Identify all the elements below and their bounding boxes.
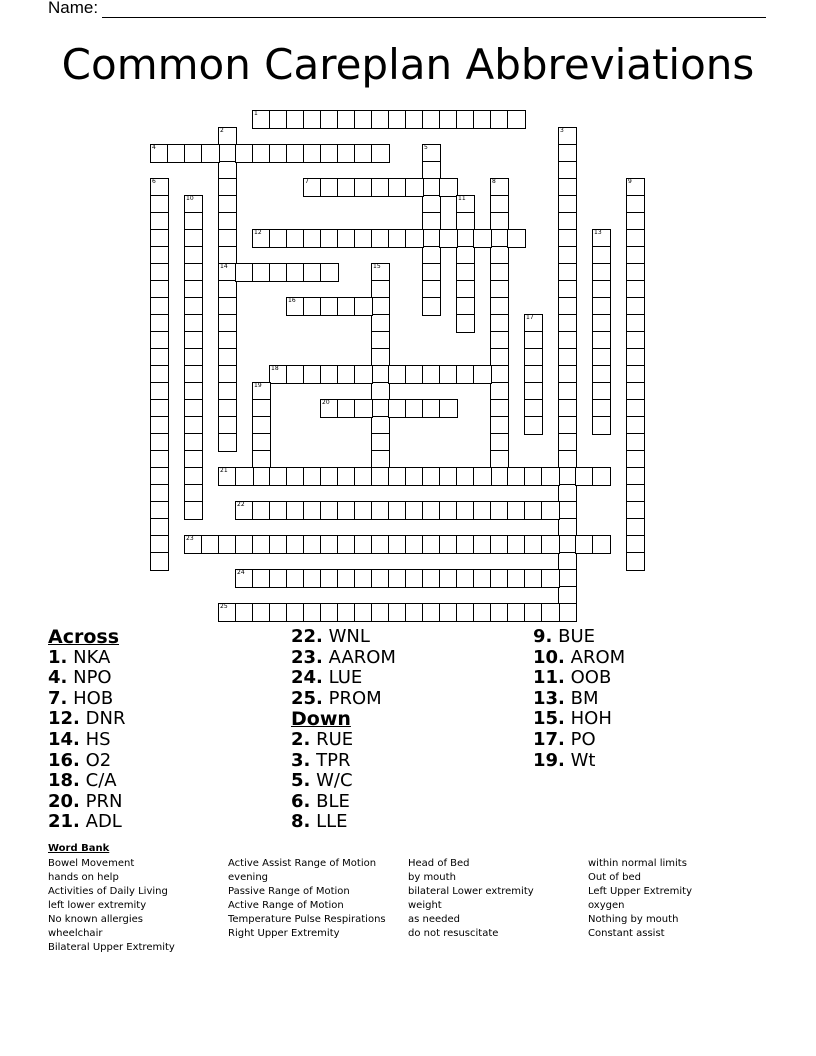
crossword-cell[interactable]: [541, 535, 560, 554]
clue-number-label: 18.: [48, 770, 80, 792]
clue-text: Wt: [570, 749, 596, 771]
clue-number: 7: [305, 178, 309, 185]
crossword-cell[interactable]: [354, 399, 373, 418]
word-bank-item: weight: [408, 900, 442, 911]
clue-number: 8: [492, 178, 496, 185]
word-bank-item: Temperature Pulse Respirations: [228, 914, 386, 925]
crossword-cell[interactable]: [541, 467, 560, 486]
clue-number-label: 12.: [48, 708, 80, 730]
word-bank-item: within normal limits: [588, 858, 687, 869]
clue-item: [48, 668, 125, 689]
word-bank-item: hands on help: [48, 872, 119, 883]
word-bank-item: left lower extremity: [48, 900, 147, 911]
clue-number-label: 7.: [48, 687, 68, 709]
clue-number-label: 13.: [533, 687, 565, 709]
clue-item: [533, 751, 625, 772]
clue-number: 19: [254, 382, 262, 389]
clue-number: 21: [220, 467, 228, 474]
crossword-cell[interactable]: [592, 535, 611, 554]
word-bank-column: [48, 857, 175, 955]
clue-number-label: 9.: [533, 626, 553, 647]
clue-text: BLE: [316, 790, 350, 812]
clue-text: WNL: [328, 626, 370, 647]
crossword-cell[interactable]: [473, 467, 492, 486]
clue-number: 23: [186, 535, 194, 542]
clue-item: [48, 792, 125, 813]
clue-text: PRN: [85, 790, 123, 812]
clue-number-label: 1.: [48, 646, 68, 668]
clue-item: [291, 689, 396, 710]
clue-number: 2: [220, 127, 224, 134]
clue-text: AAROM: [328, 646, 396, 668]
clue-number-label: 8.: [291, 811, 311, 833]
clue-item: [48, 709, 125, 730]
crossword-cell[interactable]: [235, 467, 254, 486]
clue-number-label: 5.: [291, 770, 311, 792]
word-bank-title: Word Bank: [48, 843, 110, 854]
clue-number-label: 23.: [291, 646, 323, 668]
word-bank-item: do not resuscitate: [408, 928, 499, 939]
clue-text: NPO: [73, 667, 112, 689]
clue-number-label: 3.: [291, 749, 311, 771]
crossword-cell[interactable]: [371, 144, 390, 163]
clue-number-label: 14.: [48, 728, 80, 750]
clue-number: 4: [152, 144, 156, 151]
word-bank-column: [588, 857, 692, 941]
word-bank-item: Nothing by mouth: [588, 914, 679, 925]
clue-text: PROM: [328, 687, 382, 709]
clue-item: [48, 730, 125, 751]
clue-number-label: 10.: [533, 646, 565, 668]
clue-item: [291, 812, 396, 833]
clue-item: [48, 751, 125, 772]
clue-item: [291, 751, 396, 772]
clue-item: [48, 812, 125, 833]
word-bank-item: Out of bed: [588, 872, 641, 883]
word-bank-item: Right Upper Extremity: [228, 928, 340, 939]
word-bank-item: as needed: [408, 914, 461, 925]
clue-item: [291, 627, 396, 648]
clue-number-label: 15.: [533, 708, 565, 730]
word-bank-item: Active Assist Range of Motion: [228, 858, 377, 869]
clue-item: [533, 648, 625, 669]
clue-item: [291, 771, 396, 792]
crossword-cell[interactable]: [626, 552, 645, 571]
clue-column-1: [48, 627, 125, 833]
clue-number-label: 19.: [533, 749, 565, 771]
crossword-cell[interactable]: [354, 297, 373, 316]
clue-text: NKA: [73, 646, 111, 668]
name-label: Name:: [48, 0, 99, 17]
clue-number-label: 16.: [48, 749, 80, 771]
clue-text: HS: [85, 728, 111, 750]
clue-item: [48, 689, 125, 710]
crossword-cell[interactable]: [320, 263, 339, 282]
across-heading: Across: [48, 626, 120, 648]
word-bank-item: bilateral Lower extremity: [408, 886, 534, 897]
clue-text: LLE: [316, 811, 348, 833]
clue-number-label: 6.: [291, 790, 311, 812]
clue-number-label: 21.: [48, 811, 80, 833]
clue-text: C/A: [85, 770, 117, 792]
crossword-cell[interactable]: [592, 416, 611, 435]
clue-item: [48, 771, 125, 792]
clue-text: W/C: [316, 770, 353, 792]
clue-number: 13: [594, 229, 602, 236]
crossword-cell[interactable]: [150, 552, 169, 571]
crossword-cell[interactable]: [558, 603, 577, 622]
word-bank-item: Bilateral Upper Extremity: [48, 942, 175, 953]
word-bank-item: wheelchair: [48, 928, 103, 939]
clue-number: 25: [220, 603, 228, 610]
clue-number: 24: [237, 569, 245, 576]
crossword-cell[interactable]: [405, 178, 424, 197]
clue-text: BM: [570, 687, 599, 709]
clue-column-3: [533, 627, 625, 771]
clue-number: 10: [186, 195, 194, 202]
clue-item: [533, 730, 625, 751]
word-bank-item: Bowel Movement: [48, 858, 135, 869]
clue-item: [533, 689, 625, 710]
crossword-cell[interactable]: [541, 501, 560, 520]
clue-number-label: 20.: [48, 790, 80, 812]
clue-text: O2: [85, 749, 112, 771]
word-bank-item: Active Range of Motion: [228, 900, 344, 911]
word-bank-item: evening: [228, 872, 269, 883]
clue-number: 6: [152, 178, 156, 185]
clue-number: 17: [526, 314, 534, 321]
clue-number: 18: [271, 365, 279, 372]
word-bank-item: Left Upper Extremity: [588, 886, 693, 897]
clue-text: AROM: [570, 646, 626, 668]
crossword-cell[interactable]: [507, 110, 526, 129]
crossword-cell[interactable]: [507, 229, 526, 248]
clue-text: BUE: [558, 626, 596, 647]
clue-text: OOB: [570, 667, 612, 689]
clue-number: 20: [322, 399, 330, 406]
clue-number-label: 2.: [291, 728, 311, 750]
clue-item: [291, 668, 396, 689]
clue-number-label: 25.: [291, 687, 323, 709]
crossword-cell[interactable]: [524, 416, 543, 435]
crossword-cell[interactable]: [184, 501, 203, 520]
page-title: Common Careplan Abbreviations: [61, 40, 755, 89]
clue-text: PO: [570, 728, 596, 750]
clue-item: [291, 730, 396, 751]
clue-text: ADL: [85, 811, 122, 833]
clue-number-label: 4.: [48, 667, 68, 689]
crossword-cell[interactable]: [541, 603, 560, 622]
clue-number: 22: [237, 501, 245, 508]
crossword-cell[interactable]: [473, 229, 492, 248]
word-bank-item: by mouth: [408, 872, 456, 883]
clue-number-label: 24.: [291, 667, 323, 689]
crossword-cell[interactable]: [592, 467, 611, 486]
clue-text: HOH: [570, 708, 612, 730]
crossword-cell[interactable]: [456, 314, 475, 333]
clue-number-label: 22.: [291, 626, 323, 647]
clue-number-label: 11.: [533, 667, 565, 689]
clue-number: 14: [220, 263, 228, 270]
clue-number: 12: [254, 229, 262, 236]
clue-item: [533, 627, 625, 648]
clue-item: [533, 709, 625, 730]
clue-number: 16: [288, 297, 296, 304]
word-bank-item: Passive Range of Motion: [228, 886, 350, 897]
clue-number: 1: [254, 110, 258, 117]
clue-item: [291, 792, 396, 813]
crossword-cell[interactable]: [422, 297, 441, 316]
word-bank-item: oxygen: [588, 900, 625, 911]
crossword-cell[interactable]: [473, 365, 492, 384]
word-bank-column: [228, 857, 386, 941]
crossword-cell[interactable]: [439, 399, 458, 418]
clue-number: 5: [424, 144, 428, 151]
clue-number: 3: [560, 127, 564, 134]
clue-item: [48, 648, 125, 669]
clue-text: LUE: [328, 667, 363, 689]
clue-number: 11: [458, 195, 466, 202]
clue-number-label: 17.: [533, 728, 565, 750]
crossword-cell[interactable]: [405, 229, 424, 248]
clue-number: 9: [628, 178, 632, 185]
clue-text: RUE: [316, 728, 354, 750]
crossword-cell[interactable]: [218, 433, 237, 452]
word-bank-item: No known allergies: [48, 914, 143, 925]
word-bank-item: Constant assist: [588, 928, 665, 939]
clue-number: 15: [373, 263, 381, 270]
crossword-cell[interactable]: [439, 229, 458, 248]
crossword-cell[interactable]: [354, 365, 373, 384]
clue-text: HOB: [73, 687, 114, 709]
word-bank-item: Head of Bed: [408, 858, 470, 869]
clue-text: TPR: [316, 749, 351, 771]
crossword-cell[interactable]: [541, 569, 560, 588]
clue-column-2: [291, 627, 396, 833]
crossword-cell[interactable]: [201, 144, 220, 163]
word-bank-column: [408, 857, 534, 941]
down-heading: Down: [291, 708, 351, 731]
clue-item: [291, 648, 396, 669]
clue-item: [533, 668, 625, 689]
clue-text: DNR: [85, 708, 126, 730]
word-bank-item: Activities of Daily Living: [48, 886, 168, 897]
